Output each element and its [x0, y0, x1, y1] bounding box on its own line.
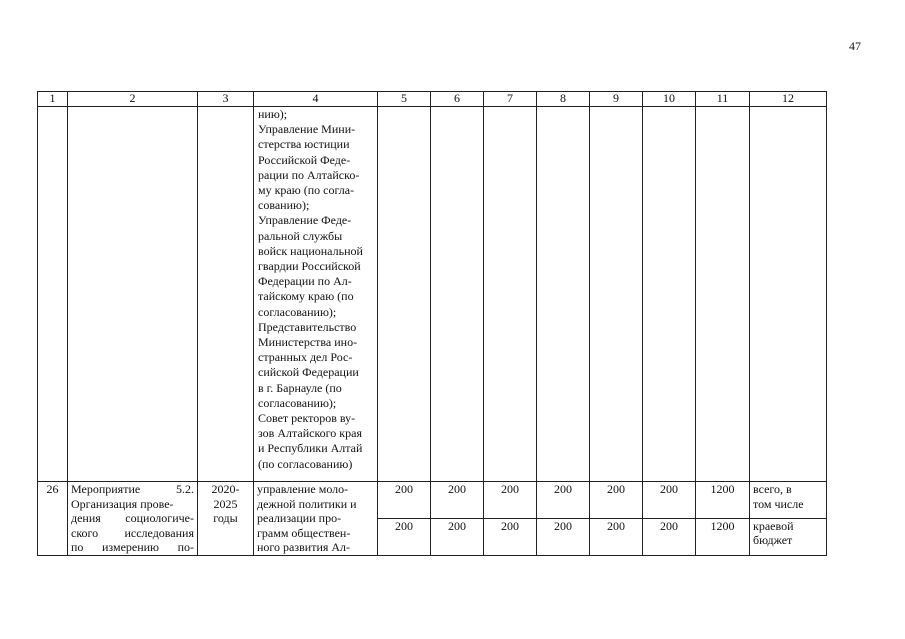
cell-empty — [431, 107, 484, 482]
column-number-row — [38, 92, 827, 107]
cell-empty — [696, 107, 750, 482]
col-header-7: 7 — [484, 92, 537, 107]
cell-empty — [68, 107, 198, 482]
col-header-2: 2 — [68, 92, 198, 107]
col-header-1: 1 — [38, 92, 68, 107]
years-cell — [198, 482, 254, 556]
cell-empty — [378, 107, 431, 482]
value-cell: 200 — [378, 482, 431, 519]
col-header-3: 3 — [198, 92, 254, 107]
funding-source-label: всего, в том числе — [750, 482, 827, 519]
value-cell: 200 — [643, 518, 696, 555]
col-header-4: 4 — [254, 92, 378, 107]
total-value-cell: 1200 — [696, 482, 750, 519]
col-header-9: 9 — [590, 92, 643, 107]
col-header-10: 10 — [643, 92, 696, 107]
value-cell: 200 — [590, 518, 643, 555]
measure-title-line: ского исследования — [71, 525, 194, 540]
cell-empty — [643, 107, 696, 482]
measure-title-line: Мероприятие 5.2. — [71, 482, 194, 496]
cell-empty — [38, 107, 68, 482]
col-header-5: 5 — [378, 92, 431, 107]
col-header-12: 12 — [750, 92, 827, 107]
measure-title-line: по измерению по- — [71, 540, 194, 554]
cell-empty — [750, 107, 827, 482]
value-cell: 200 — [590, 482, 643, 519]
value-cell: 200 — [643, 482, 696, 519]
col-header-11: 11 — [696, 92, 750, 107]
table-row-26-total — [38, 482, 827, 519]
page-number: 47 — [849, 39, 861, 53]
total-value-cell: 1200 — [696, 518, 750, 555]
cell-empty — [537, 107, 590, 482]
value-cell: 200 — [378, 518, 431, 555]
value-cell: 200 — [537, 518, 590, 555]
cell-empty — [484, 107, 537, 482]
col-header-8: 8 — [537, 92, 590, 107]
cell-empty — [590, 107, 643, 482]
value-cell: 200 — [537, 482, 590, 519]
cell-empty — [198, 107, 254, 482]
years-line: 2025 — [213, 496, 238, 511]
measure-title — [68, 482, 198, 556]
value-cell: 200 — [431, 518, 484, 555]
measure-title-line: дения социологиче- — [71, 511, 194, 525]
executor-cell: управление моло- дежной политики и реализации про- грамм обществен- ного развития Ал- — [254, 482, 378, 556]
row-number: 26 — [38, 482, 68, 556]
years-line: 2020- — [211, 482, 240, 496]
value-cell: 200 — [484, 518, 537, 555]
table-row-continued — [38, 107, 827, 482]
program-table — [37, 91, 827, 556]
value-cell: 200 — [484, 482, 537, 519]
executors-cell: нию); Управление Мини- стерства юстиции Российской Феде- рации по Алтайско- му краю (по согла- сованию); Управление Феде- ральной службы войск национальной гвардии Российской Федерации по Ал- тайскому краю (по согласованию); Представительство Министерства ино- странных дел Рос- сийской Федерации в г. Барнауле (по согласованию); Совет ректоров ву- зов Алтайского края и Республики Алтай (по согласованию) — [254, 107, 378, 482]
funding-source-label: краевой бюджет — [750, 518, 827, 555]
years-line: годы — [213, 511, 238, 525]
value-cell: 200 — [431, 482, 484, 519]
measure-title-line: Организация прове- — [71, 496, 174, 511]
col-header-6: 6 — [431, 92, 484, 107]
